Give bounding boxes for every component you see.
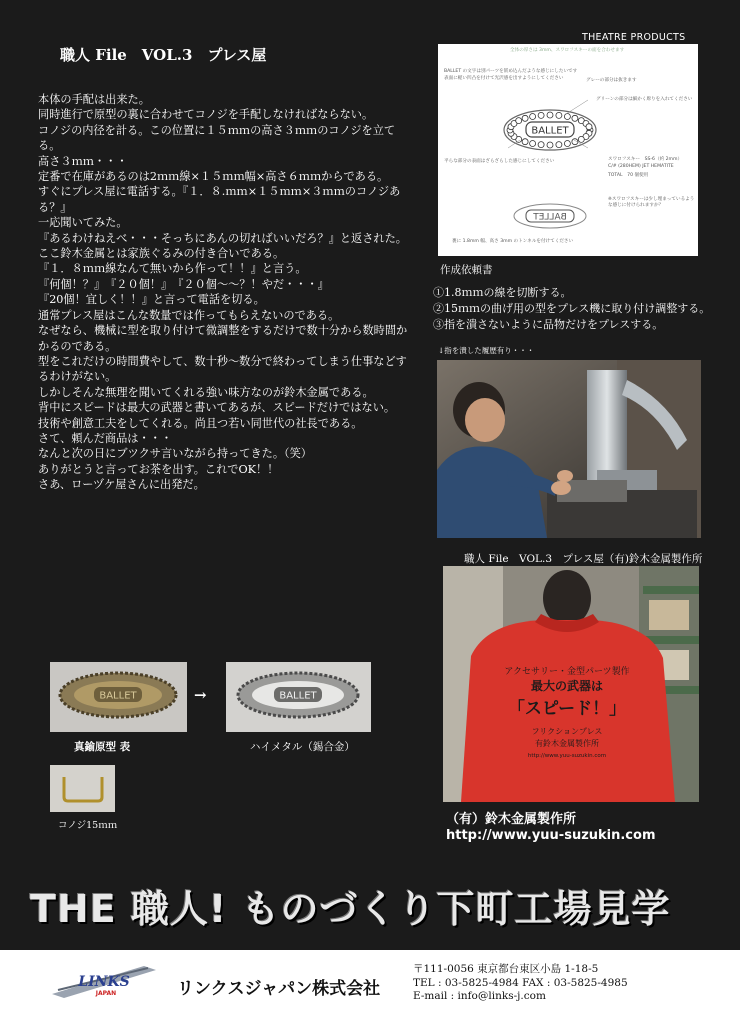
article-paragraph: 『あるわけねえべ・・・そっちにあんの切ればいいだろ？』と返された。: [38, 231, 407, 245]
order-note: BALLET の文字は別パーツを嵌め込んだような感じにしたいです: [444, 69, 578, 74]
logo-text-japan: JAPAN: [95, 990, 117, 997]
order-sheet-caption: 作成依頼書: [440, 264, 493, 276]
article-paragraph: 技術や創意工夫をしてくれる。尚且つ若い同世代の社長である。: [38, 416, 363, 430]
article-paragraph: 型をこれだけの時間費やして、数十秒～数分で終わってしまう仕事などするわけがない。: [38, 354, 407, 384]
order-note: 表面に軽い凹凸を付けて光沢感を出すようにしてください: [444, 76, 564, 81]
article-paragraph: 同時進行で原型の裏に合わせてコノジを手配しなければならない。: [38, 108, 374, 122]
bead: [530, 114, 536, 120]
bead: [547, 142, 553, 148]
brass-prototype-photo: [50, 662, 187, 732]
article-paragraph: 背中にスピードは最大の武器と書いてあるが、スピードだけではない。: [38, 401, 396, 415]
logo-text-links: LINKS: [78, 974, 130, 990]
process-steps: [433, 285, 710, 333]
konoji-caption: コノジ15ｍｍ: [58, 820, 118, 831]
article-paragraph: 『１．８ｍｍ線なんて無いから作って！！』と言う。: [38, 262, 307, 276]
article-paragraph: 一応聞いてみた。: [38, 216, 128, 230]
article-paragraph: 本体の手配は出来た。: [38, 93, 150, 106]
photo1-caption: ↓指を潰した履歴有り・・・: [438, 346, 535, 355]
order-logo-text-mirrored: BALLET: [533, 212, 567, 223]
bead: [556, 112, 562, 118]
order-note: グレーの部分は抜きます: [586, 78, 637, 83]
bead: [516, 118, 522, 124]
article-title: 職人 File VOL.3 プレス屋: [60, 46, 267, 64]
photo2-caption: 職人 File VOL.3 プレス屋（有)鈴木金属製作所: [464, 553, 703, 565]
company-url[interactable]: http://www.yuu-suzukin.com: [446, 828, 656, 843]
brass-prototype-art: [50, 662, 187, 732]
bead: [547, 112, 553, 118]
bead: [522, 139, 528, 145]
bead: [538, 142, 544, 148]
footer-address-block: [413, 963, 628, 1004]
alloy-piece-photo: [226, 662, 371, 732]
article-paragraph: ここ鈴木金属とは家族ぐるみの付き合いである。: [38, 247, 285, 261]
konoji-photo: [50, 765, 115, 812]
company-name: （有）鈴木金属製作所: [446, 812, 577, 827]
footer-address: 〒111-0056 東京都台東区小島 1-18-5: [413, 963, 599, 975]
order-note: C/# (280HEM) JET HEMATITE: [608, 164, 674, 169]
bead: [586, 124, 592, 130]
order-note: TOTAL 70 個使用: [608, 173, 649, 178]
links-japan-logo: [48, 960, 160, 1000]
alloy-piece-art: [226, 662, 371, 732]
brass-caption: 真鍮原型 表: [74, 741, 131, 753]
article-paragraph: ありがとうと言ってお茶を出す。これでOK！！: [38, 462, 279, 476]
alloy-logo-text: BALLET: [279, 690, 317, 702]
bead: [564, 114, 570, 120]
alloy-caption: ハイメタル（錫合金）: [250, 741, 355, 753]
bead: [556, 142, 562, 148]
order-note: 裏に 1.8mm 幅、高さ 3mm のトンネルを付けてください: [452, 239, 574, 244]
links-japan-logo-art: [48, 960, 160, 1000]
footer-company-name: リンクスジャパン株式会社: [177, 979, 381, 999]
bead: [572, 115, 578, 121]
bead: [530, 141, 536, 147]
article-paragraph: さて、頼んだ商品は・・・: [38, 431, 173, 445]
article-paragraph: 『何個！？』 『２０個！』 『２０個～～？！やだ・・・』: [38, 277, 329, 291]
bead: [564, 141, 570, 147]
bead: [538, 112, 544, 118]
jacket-text-4: フリクションプレス: [531, 727, 603, 736]
arrow: →: [194, 686, 207, 704]
article-paragraph: すぐにプレス屋に電話する。『１．８.ｍｍ×１５ｍｍ×３ｍｍのコノジある？』: [38, 185, 401, 214]
jacket-text-5: 有鈴木金属製作所: [535, 739, 599, 748]
jacket-text-1: アクセサリー・金型パーツ製作: [504, 667, 630, 677]
footer-tel-fax: TEL : 03-5825-4984 FAX : 03-5825-4985: [413, 976, 628, 989]
bead: [522, 115, 528, 121]
jacket-text-6: http://www.yuu-suzukin.com: [527, 753, 607, 759]
order-note: 平らな部分の表面はざらざらした感じにしてください: [444, 159, 555, 164]
article-paragraph: しかしそんな無理を聞いてくれる強い味方なのが鈴木金属である。: [38, 385, 374, 399]
footer-email[interactable]: E-mail : info@links-j.com: [413, 990, 546, 1002]
step-3: ③指を潰さないように品物だけをプレスする。: [433, 318, 664, 331]
order-sheet: [438, 44, 698, 256]
article-paragraph: 高さ３ｍｍ・・・: [38, 154, 128, 168]
press-workshop-photo-art: [437, 360, 701, 538]
article-paragraph: 通常プレス屋はこんな数量では作ってもらえないのである。: [38, 308, 340, 322]
order-note: グリーンの部分は細かく彫りを入れてください: [596, 97, 693, 102]
jacket-photo: [443, 566, 699, 802]
jacket-text-3: 「スピード！」: [507, 699, 627, 719]
article-paragraph: 定番で在庫があるのは2ｍｍ線×１５ｍｍ幅×高さ６ｍｍからである。: [38, 170, 389, 184]
article-paragraph: コノジの内径を計る。この位置に１５ｍｍの高さ３ｍｍのコノジを立てる。: [38, 123, 396, 153]
press-workshop-photo: [437, 360, 701, 538]
step-2: ②15ｍｍの曲げ用の型をプレス機に取り付け調整する。: [433, 302, 711, 315]
banner-title: THE 職人! ものづくり下町工場見学: [30, 887, 671, 931]
order-note: ※スワロフスキーは少し埋まっているような感じに付けられますか？: [608, 197, 695, 208]
jacket-photo-art: [443, 566, 699, 802]
article-body: [38, 92, 413, 493]
article-paragraph: さあ、ローヅケ屋さんに出発だ。: [38, 478, 205, 492]
article-paragraph: 『20個！宜しく！！』と言って電話を切る。: [38, 293, 265, 307]
order-logo-text: BALLET: [531, 125, 569, 137]
order-note: スワロフスキー SS-6（約 2mm）: [608, 157, 683, 162]
theatre-products-label: THEATRE PRODUCTS: [582, 32, 686, 43]
article-paragraph: なんと次の日にブツクサ言いながら持ってきた。（笑）: [38, 447, 312, 461]
order-note: 全体の厚さは 3mm、スワロフスキーの面を合わせます: [510, 48, 625, 53]
konoji-art: [50, 765, 115, 812]
bead: [578, 136, 584, 142]
article-paragraph: なぜなら、機械に型を取り付けて微調整をするだけで数十分から数時間かかるのである。: [38, 324, 408, 353]
step-1: ①1.8ｍｍの線を切断する。: [433, 286, 572, 299]
brass-logo-text: BALLET: [99, 690, 137, 702]
jacket-text-2: 最大の武器は: [530, 679, 604, 693]
